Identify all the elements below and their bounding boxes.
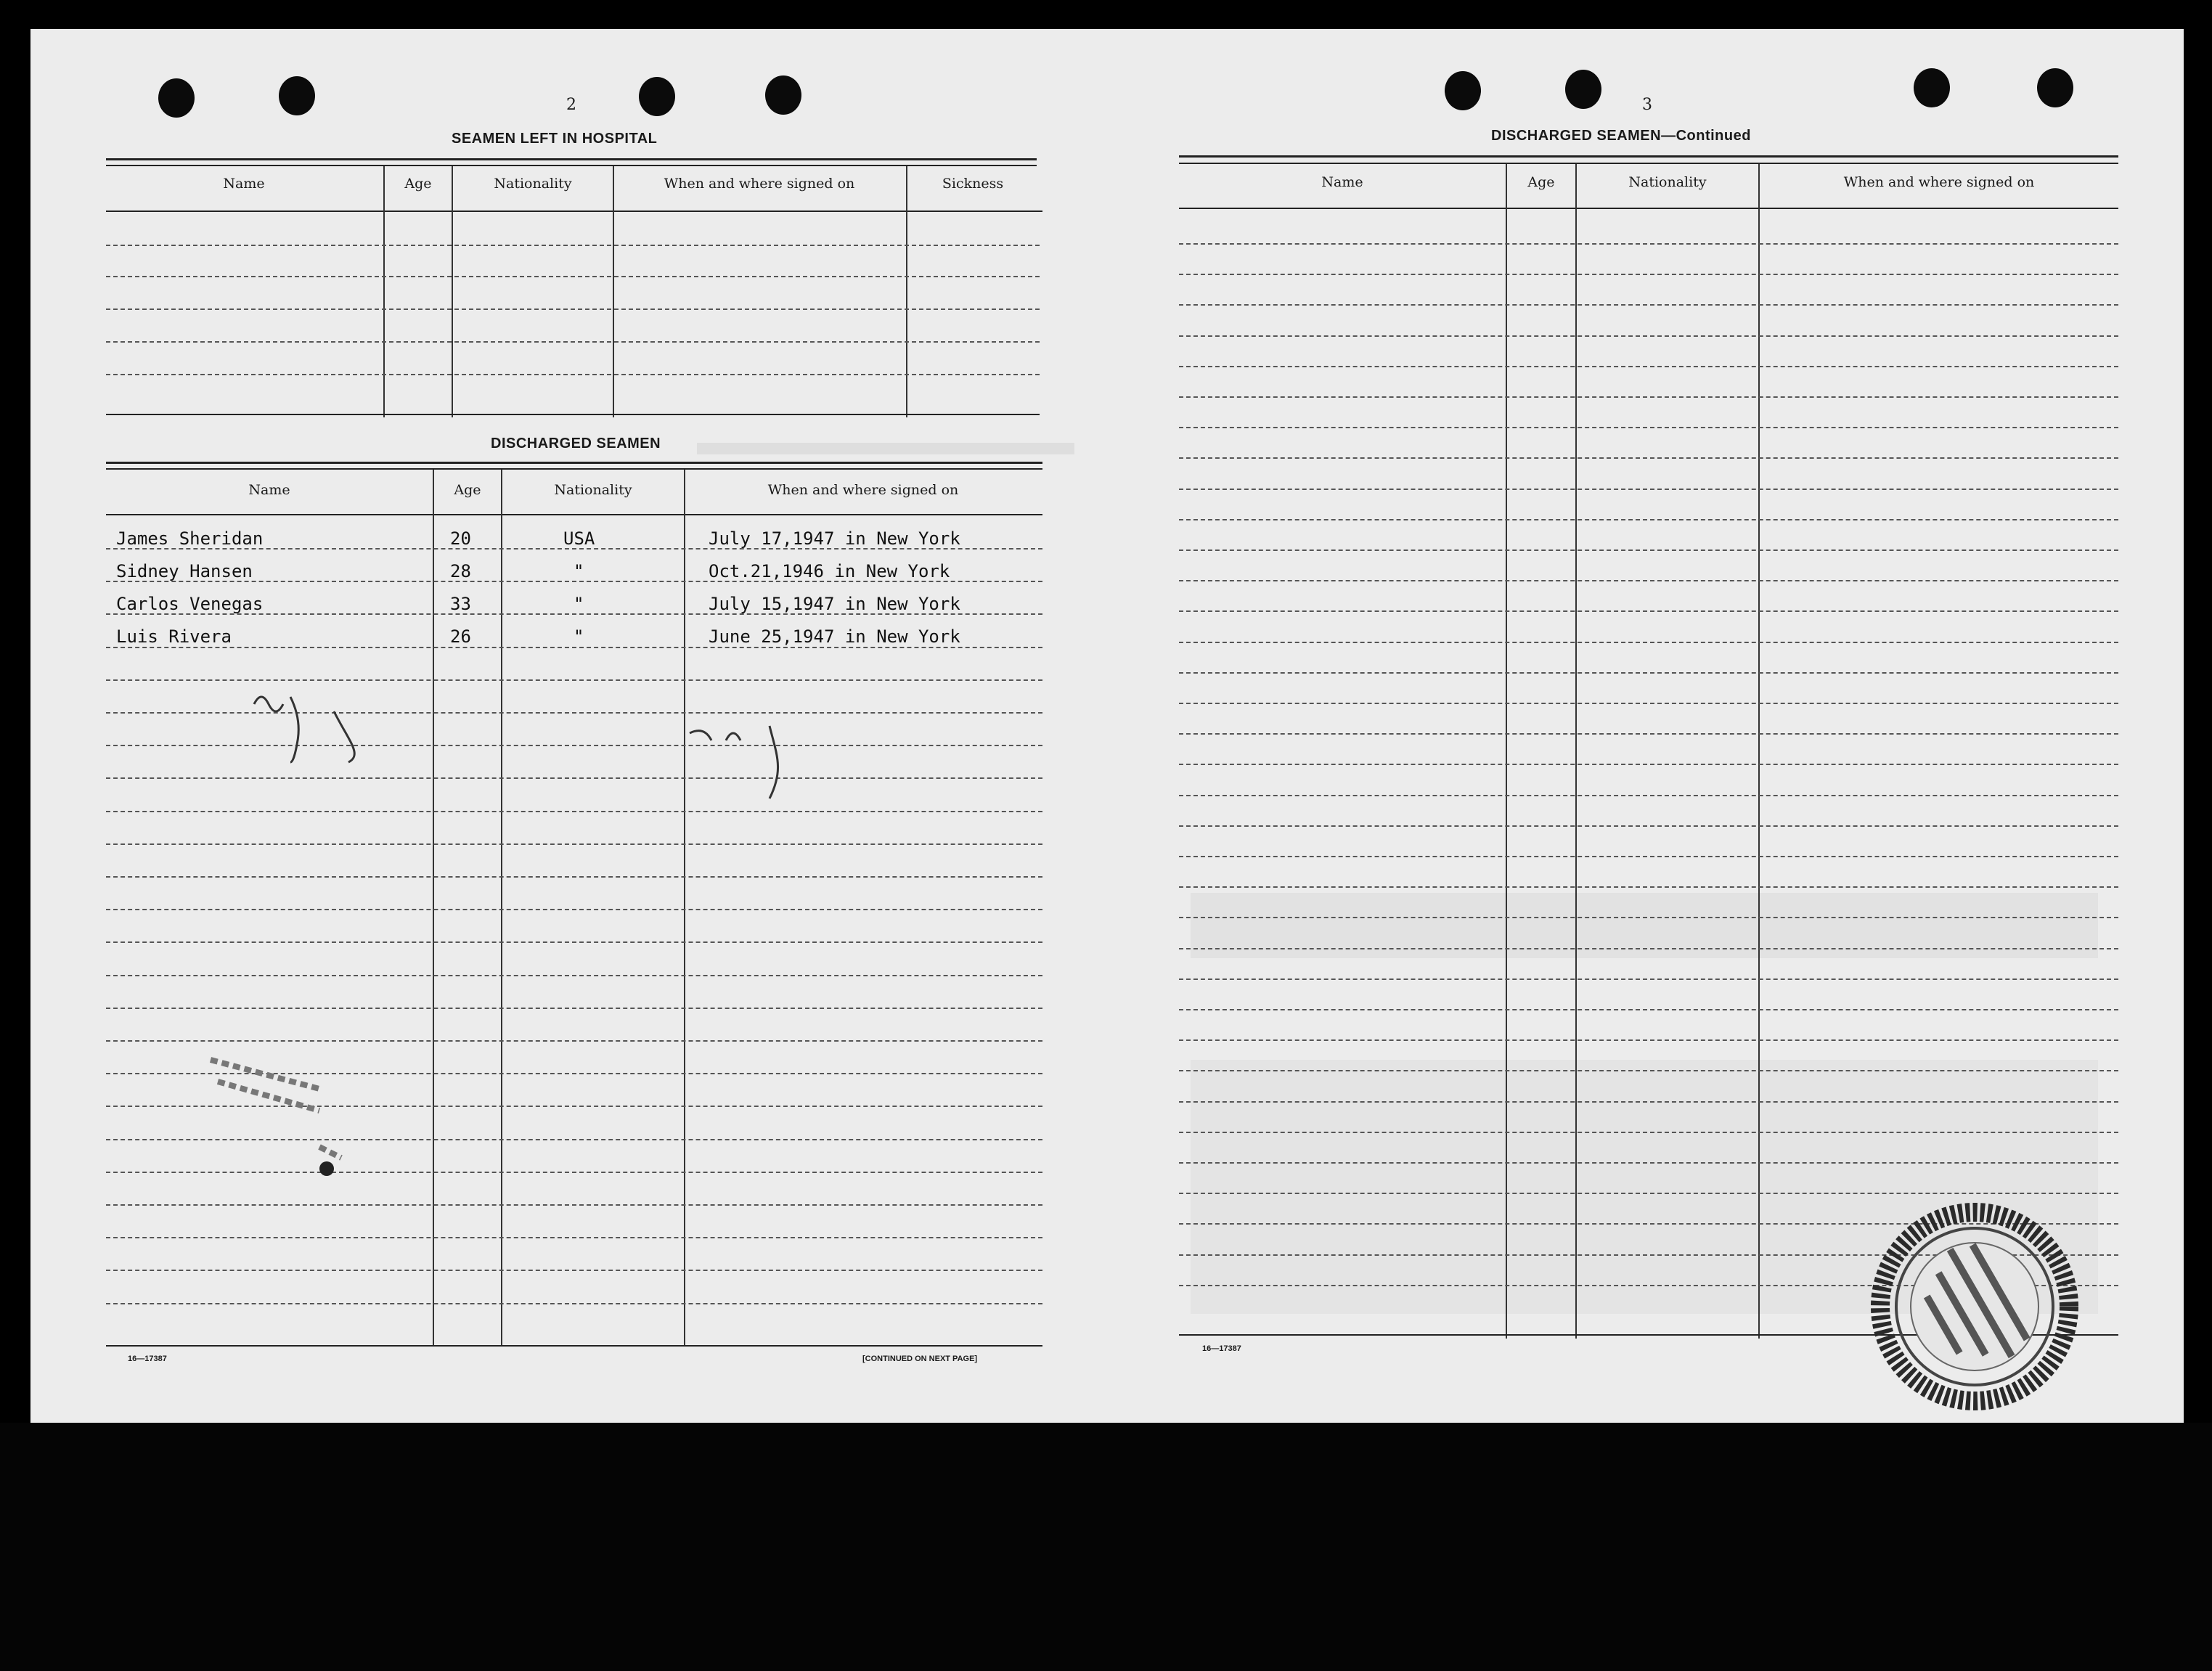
table-row-line — [1179, 672, 2118, 674]
table-row-line — [1179, 703, 2118, 704]
discharged-divider — [433, 470, 434, 1345]
table-row-line — [1179, 733, 2118, 735]
form-number-right: 16—17387 — [1202, 1344, 1241, 1353]
bleed-through-shadow — [697, 443, 1074, 454]
hospital-row-line — [106, 276, 1040, 277]
punch-hole — [1565, 70, 1601, 109]
hospital-col-signed-on: When and where signed on — [664, 176, 855, 192]
table-row-line — [1179, 580, 2118, 581]
continued-section-title — [1491, 128, 1751, 144]
table-row-line — [1179, 917, 2118, 918]
seaman-age: 33 — [450, 594, 471, 614]
right-col-nationality: Nationality — [1628, 174, 1707, 190]
seaman-nationality: " — [574, 561, 584, 581]
hospital-col-nationality: Nationality — [494, 176, 572, 192]
scan-border — [0, 1423, 2212, 1671]
page-number-right: 3 — [1642, 96, 1652, 114]
table-row-line — [1179, 1039, 2118, 1041]
hospital-header-rule — [106, 211, 1042, 212]
discharged-col-signed-on: When and where signed on — [767, 482, 959, 498]
seaman-age: 28 — [450, 561, 471, 581]
punch-hole — [2037, 68, 2073, 107]
hospital-section-title: SEAMEN LEFT IN HOSPITAL — [452, 131, 658, 147]
table-row-line — [1179, 489, 2118, 490]
table-row-line — [106, 1270, 1042, 1271]
table-row-line — [1179, 1162, 2118, 1164]
table-row-line — [106, 909, 1042, 910]
table-row-line — [1179, 764, 2118, 765]
right-col-signed-on: When and where signed on — [1843, 174, 2035, 190]
seaman-name: James Sheridan — [116, 528, 264, 549]
left-bottom-rule — [106, 1345, 1042, 1347]
discharged-header-rule — [106, 514, 1042, 515]
table-row-line — [106, 1204, 1042, 1206]
continued-title-suffix: —Continued — [1661, 128, 1751, 144]
discharged-top-rule-2 — [106, 468, 1042, 470]
table-row-line — [1179, 856, 2118, 857]
table-row-line — [1179, 457, 2118, 459]
table-row-line — [1179, 886, 2118, 888]
punch-hole — [279, 76, 315, 115]
table-row-line — [1179, 1132, 2118, 1133]
hospital-top-rule-2 — [106, 165, 1037, 166]
seaman-signed-on: July 17,1947 in New York — [709, 528, 960, 549]
table-row-line — [106, 876, 1042, 878]
punch-hole — [765, 75, 801, 115]
table-row-line — [1179, 427, 2118, 428]
hospital-row-line — [106, 374, 1040, 375]
discharged-col-name: Name — [248, 482, 290, 498]
seaman-signed-on: July 15,1947 in New York — [709, 594, 960, 614]
table-row-line — [106, 941, 1042, 943]
table-row-line — [1179, 979, 2118, 980]
seaman-name: Sidney Hansen — [116, 561, 253, 581]
hospital-row-line — [106, 245, 1040, 246]
discharged-col-age: Age — [454, 482, 481, 498]
seaman-signed-on: June 25,1947 in New York — [709, 626, 960, 647]
table-row-line — [106, 1008, 1042, 1009]
hospital-divider — [613, 166, 614, 417]
table-row-line — [1179, 396, 2118, 398]
table-row-line — [106, 1040, 1042, 1042]
page-number-left: 2 — [566, 96, 576, 114]
table-row-line — [1179, 304, 2118, 306]
hospital-divider — [906, 166, 907, 417]
punch-hole — [1914, 68, 1950, 107]
table-row-line — [1179, 274, 2118, 275]
punch-hole — [158, 78, 195, 118]
table-row-line — [106, 975, 1042, 976]
hospital-row-line — [106, 341, 1040, 343]
discharged-section-title: DISCHARGED SEAMEN — [491, 436, 661, 452]
handwriting-scribble — [247, 682, 407, 769]
discharged-top-rule — [106, 462, 1042, 464]
table-row-line — [1179, 366, 2118, 367]
hospital-row-line — [106, 309, 1040, 310]
seaman-signed-on: Oct.21,1946 in New York — [709, 561, 950, 581]
faint-stamp-mark — [203, 1045, 348, 1183]
right-top-rule — [1179, 155, 2118, 158]
table-row-line — [1179, 825, 2118, 827]
table-row-line — [1179, 1101, 2118, 1103]
right-header-rule — [1179, 208, 2118, 209]
table-row-line — [1179, 549, 2118, 551]
table-row-line — [1179, 1193, 2118, 1194]
table-row-line — [106, 679, 1042, 681]
handwriting-scribble — [682, 711, 813, 806]
table-row-line — [1179, 519, 2118, 520]
hospital-col-name: Name — [223, 176, 265, 192]
table-row-line — [1179, 795, 2118, 796]
table-row-line — [1179, 642, 2118, 643]
hospital-top-rule — [106, 158, 1037, 160]
table-row-line — [106, 1237, 1042, 1238]
punch-hole — [639, 77, 675, 116]
discharged-col-nationality: Nationality — [554, 482, 632, 498]
right-col-age: Age — [1527, 174, 1555, 190]
hospital-col-age: Age — [404, 176, 432, 192]
hospital-divider — [383, 166, 385, 417]
continued-note: [CONTINUED ON NEXT PAGE] — [862, 1355, 978, 1363]
seaman-nationality: USA — [563, 528, 595, 549]
hospital-bottom-rule — [106, 414, 1040, 415]
form-number-left: 16—17387 — [128, 1355, 167, 1363]
seaman-nationality: " — [574, 626, 584, 647]
hospital-col-sickness: Sickness — [942, 176, 1004, 192]
seaman-age: 26 — [450, 626, 471, 647]
seaman-nationality: " — [574, 594, 584, 614]
table-row-line — [106, 1303, 1042, 1304]
seaman-name: Carlos Venegas — [116, 594, 264, 614]
table-row-line — [106, 843, 1042, 845]
discharged-divider — [501, 470, 502, 1345]
table-row-line — [1179, 243, 2118, 245]
right-top-rule-2 — [1179, 163, 2118, 164]
table-row-line — [1179, 335, 2118, 337]
punch-hole — [1445, 71, 1481, 110]
right-col-name: Name — [1321, 174, 1363, 190]
discharged-divider — [684, 470, 685, 1345]
hospital-divider — [452, 166, 453, 417]
table-row-line — [1179, 948, 2118, 949]
table-row-line — [1179, 1009, 2118, 1010]
table-row-line — [106, 777, 1042, 779]
table-row-line — [106, 811, 1042, 812]
table-row-line — [1179, 610, 2118, 612]
continued-title-main: DISCHARGED SEAMEN — [1491, 128, 1662, 144]
seaman-age: 20 — [450, 528, 471, 549]
table-row-line — [1179, 1070, 2118, 1071]
seaman-name: Luis Rivera — [116, 626, 232, 647]
received-stamp-icon — [1862, 1198, 2087, 1415]
